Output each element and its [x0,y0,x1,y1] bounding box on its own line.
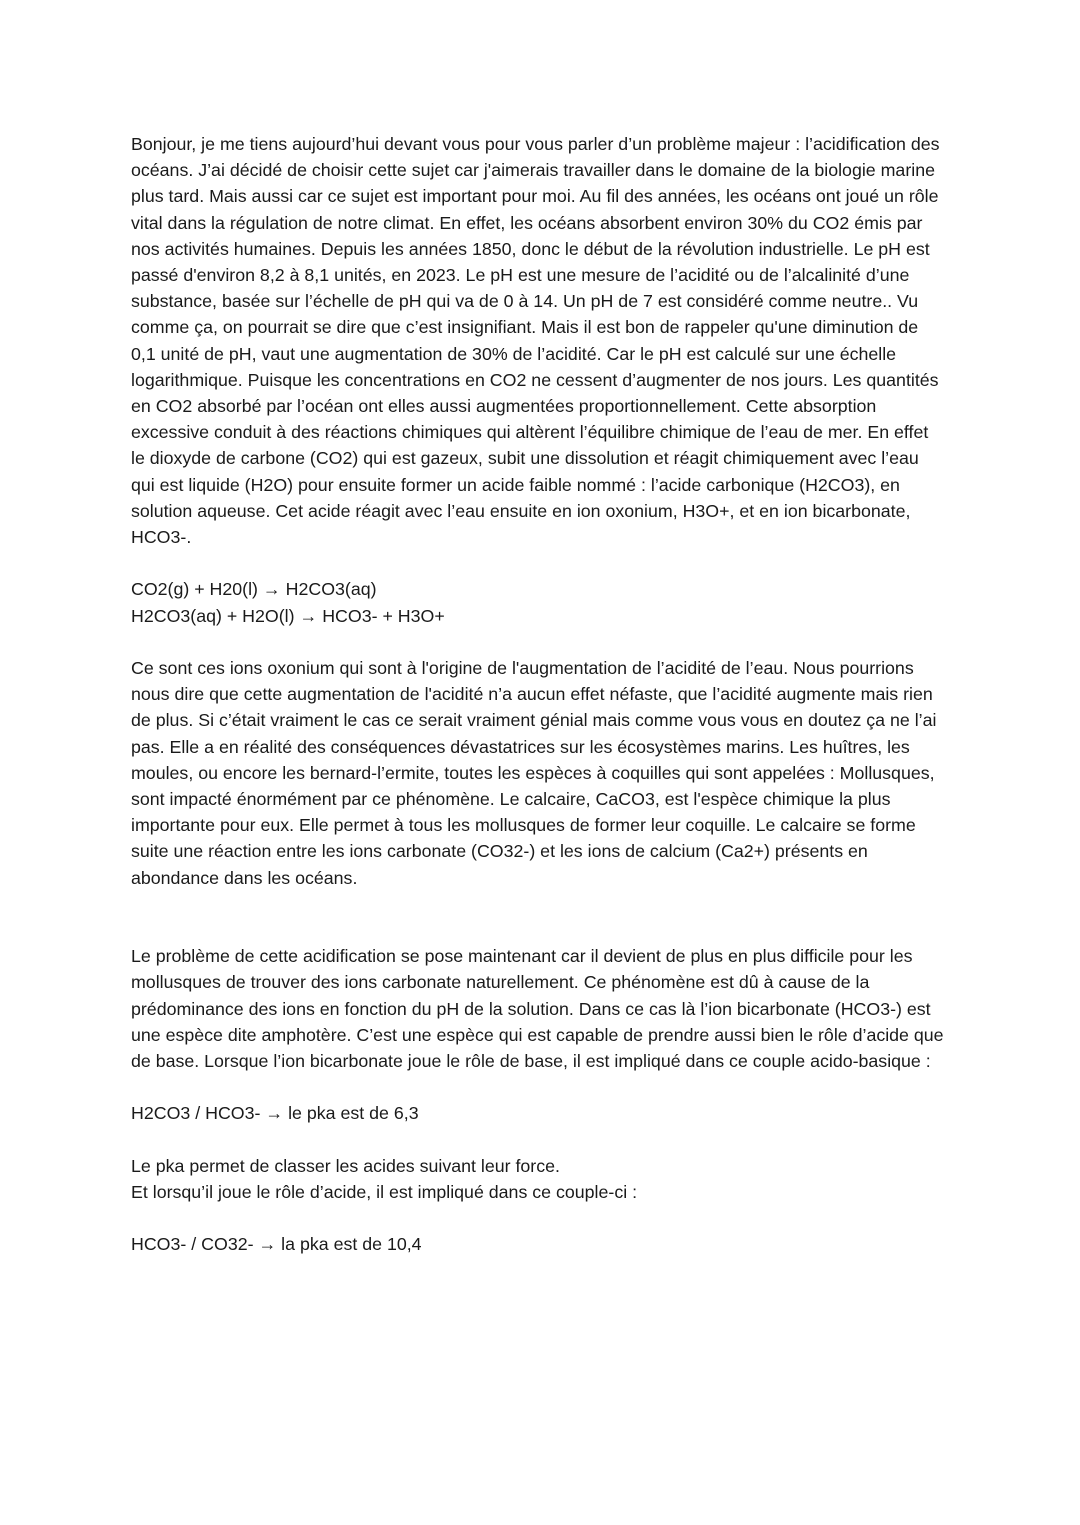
equation-dissociation: H2CO3(aq) + H2O(l) → HCO3- + H3O+ [131,605,445,626]
document-body [131,131,946,1258]
spacer [131,1127,946,1153]
paragraph-introduction: Bonjour, je me tiens aujourd’hui devant vous pour vous parler d’un problème majeur : l’acidification des océans. J’ai décidé de choisir cette sujet car j'aimerais travailler dans le domaine de la biologie marine plus tard. Mais aussi car ce sujet est important pour moi. Au fil des années, les océans ont joué un rôle vital dans la régulation de notre climat. En effet, les océans absorbent environ 30% du CO2 émis par nos activités humaines. Depuis les années 1850, donc le début de la révolution industrielle. Le pH est passé d'environ 8,2 à 8,1 unités, en 2023. Le pH est une mesure de l’acidité ou de l’alcalinité d’une substance, basée sur l’échelle de pH qui va de 0 à 14. Un pH de 7 est considéré comme neutre.. Vu comme ça, on pourrait se dire que c’est insignifiant. Mais il est bon de rappeler qu'une diminution de 0,1 unité de pH, vaut une augmentation de 30% de l’acidité. Car le pH est calculé sur une échelle logarithmique. Puisque les concentrations en CO2 ne cessent d’augmenter de nos jours. Les quantités en CO2 absorbé par l’océan ont elles aussi augmentées proportionnellement. Cette absorption excessive conduit à des réactions chimiques qui altèrent l’équilibre chimique de l’eau de mer. En effet le dioxyde de carbone (CO2) qui est gazeux, subit une dissolution et réagit chimiquement avec l’eau qui est liquide (H2O) pour ensuite former un acide faible nommé : l’acide carbonique (H2CO3), en solution aqueuse. Cet acide réagit avec l’eau ensuite en ion oxonium, H3O+, et en ion bicarbonate, HCO3-. [131,134,940,548]
acid-base-couple-2: HCO3- / CO32- → la pka est de 10,4 [131,1234,422,1255]
paragraph-amphoteric: Le problème de cette acidification se pose maintenant car il devient de plus en plus difficile pour les mollusques de trouver des ions carbonate naturellement. Ce phénomène est dû à cause de la prédominance des ions en fonction du pH de la solution. Dans ce cas là l’ion bicarbonate (HCO3-) est une espèce dite amphotère. C’est une espèce qui est capable de prendre aussi bien le rôle d’acide que de base. Lorsque l’ion bicarbonate joue le rôle de base, il est impliqué dans ce couple acido-basique : [131,946,944,1072]
spacer [131,1074,946,1100]
pka-definition: Le pka permet de classer les acides suivant leur force. [131,1155,560,1176]
paragraph-consequences: Ce sont ces ions oxonium qui sont à l'origine de l'augmentation de l’acidité de l’eau. Nous pourrions nous dire que cette augmentation de l'acidité n’a aucun effet néfaste, que l’acidité augmente mais rien de plus. Si c’était vraiment le cas ce serait vraiment génial mais comme vous vous en doutez ça ne l’ai pas. Elle a en réalité des conséquences dévastatrices sur les écosystèmes marins. Les huîtres, les moules, ou encore les bernard-l’ermite, toutes les espèces à coquilles qui sont appelées : Mollusques, sont impacté énormément par ce phénomène. Le calcaire, CaCO3, est l'espèce chimique la plus importante pour eux. Elle permet à tous les mollusques de former leur coquille. Le calcaire se forme suite une réaction entre les ions carbonate (CO32-) et les ions de calcium (Ca2+) présents en abondance dans les océans. [131,658,937,888]
spacer [131,891,946,943]
spacer [131,629,946,655]
acid-base-couple-1: H2CO3 / HCO3- → le pka est de 6,3 [131,1103,419,1124]
equation-dissolution: CO2(g) + H20(l) → H2CO3(aq) [131,579,377,600]
acid-role-intro: Et lorsqu’il joue le rôle d’acide, il est impliqué dans ce couple-ci : [131,1182,638,1203]
spacer [131,550,946,576]
spacer [131,1205,946,1231]
